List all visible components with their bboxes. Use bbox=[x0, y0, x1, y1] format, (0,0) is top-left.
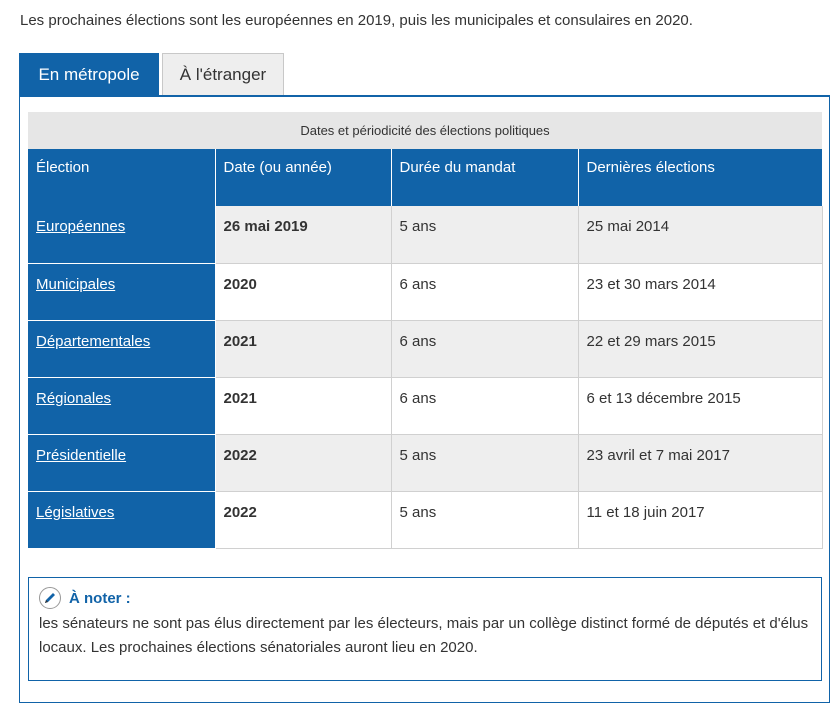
elections-table-wrapper bbox=[28, 112, 822, 549]
tab-bar bbox=[19, 53, 284, 95]
election-cell bbox=[28, 263, 215, 320]
election-link[interactable]: Départementales bbox=[36, 332, 151, 350]
tab-metropole[interactable]: En métropole bbox=[19, 53, 159, 95]
table-row bbox=[28, 434, 822, 491]
note-text: les sénateurs ne sont pas élus directement par les électeurs, mais par un collège distinct formé de députés et d'élus locaux. Les prochaines élections sénatoriales auront lieu en 2020. bbox=[39, 615, 809, 656]
election-cell bbox=[28, 491, 215, 548]
election-cell bbox=[28, 434, 215, 491]
header-duree: Durée du mandat bbox=[391, 149, 578, 206]
election-cell bbox=[28, 377, 215, 434]
table-caption: Dates et périodicité des élections politiques bbox=[28, 112, 822, 149]
tab-etranger[interactable]: À l'étranger bbox=[162, 53, 284, 95]
dernieres-cell: 22 et 29 mars 2015 bbox=[578, 320, 822, 377]
note-box bbox=[28, 577, 822, 681]
duree-cell: 5 ans bbox=[391, 434, 578, 491]
table-row bbox=[28, 206, 822, 263]
header-dernieres: Dernières élections bbox=[578, 149, 822, 206]
election-link[interactable]: Régionales bbox=[36, 389, 112, 407]
election-cell bbox=[28, 206, 215, 263]
elections-table bbox=[28, 149, 823, 549]
duree-cell: 6 ans bbox=[391, 263, 578, 320]
table-header-row bbox=[28, 149, 822, 206]
pencil-icon bbox=[39, 587, 61, 609]
duree-cell: 6 ans bbox=[391, 377, 578, 434]
note-header bbox=[39, 586, 131, 610]
dernieres-cell: 25 mai 2014 bbox=[578, 206, 822, 263]
duree-cell: 5 ans bbox=[391, 206, 578, 263]
election-link[interactable]: Européennes bbox=[36, 218, 126, 235]
intro-text: Les prochaines élections sont les européennes en 2019, puis les municipales et consulaires en 2020. bbox=[20, 12, 693, 29]
election-link[interactable]: Législatives bbox=[36, 503, 115, 521]
note-title: À noter : bbox=[69, 589, 131, 607]
election-cell bbox=[28, 320, 215, 377]
date-cell: 2021 bbox=[215, 377, 391, 434]
table-row bbox=[28, 377, 822, 434]
table-row bbox=[28, 320, 822, 377]
table-row bbox=[28, 491, 822, 548]
dernieres-cell: 23 avril et 7 mai 2017 bbox=[578, 434, 822, 491]
header-date: Date (ou année) bbox=[215, 149, 391, 206]
table-row bbox=[28, 263, 822, 320]
date-cell: 2021 bbox=[215, 320, 391, 377]
date-cell: 26 mai 2019 bbox=[215, 206, 391, 263]
dernieres-cell: 11 et 18 juin 2017 bbox=[578, 491, 822, 548]
election-link[interactable]: Municipales bbox=[36, 275, 116, 293]
date-cell: 2022 bbox=[215, 491, 391, 548]
date-cell: 2020 bbox=[215, 263, 391, 320]
dernieres-cell: 23 et 30 mars 2014 bbox=[578, 263, 822, 320]
duree-cell: 5 ans bbox=[391, 491, 578, 548]
dernieres-cell: 6 et 13 décembre 2015 bbox=[578, 377, 822, 434]
header-election: Élection bbox=[28, 149, 215, 206]
election-link[interactable]: Présidentielle bbox=[36, 446, 127, 464]
tab-panel bbox=[19, 95, 830, 703]
duree-cell: 6 ans bbox=[391, 320, 578, 377]
date-cell: 2022 bbox=[215, 434, 391, 491]
